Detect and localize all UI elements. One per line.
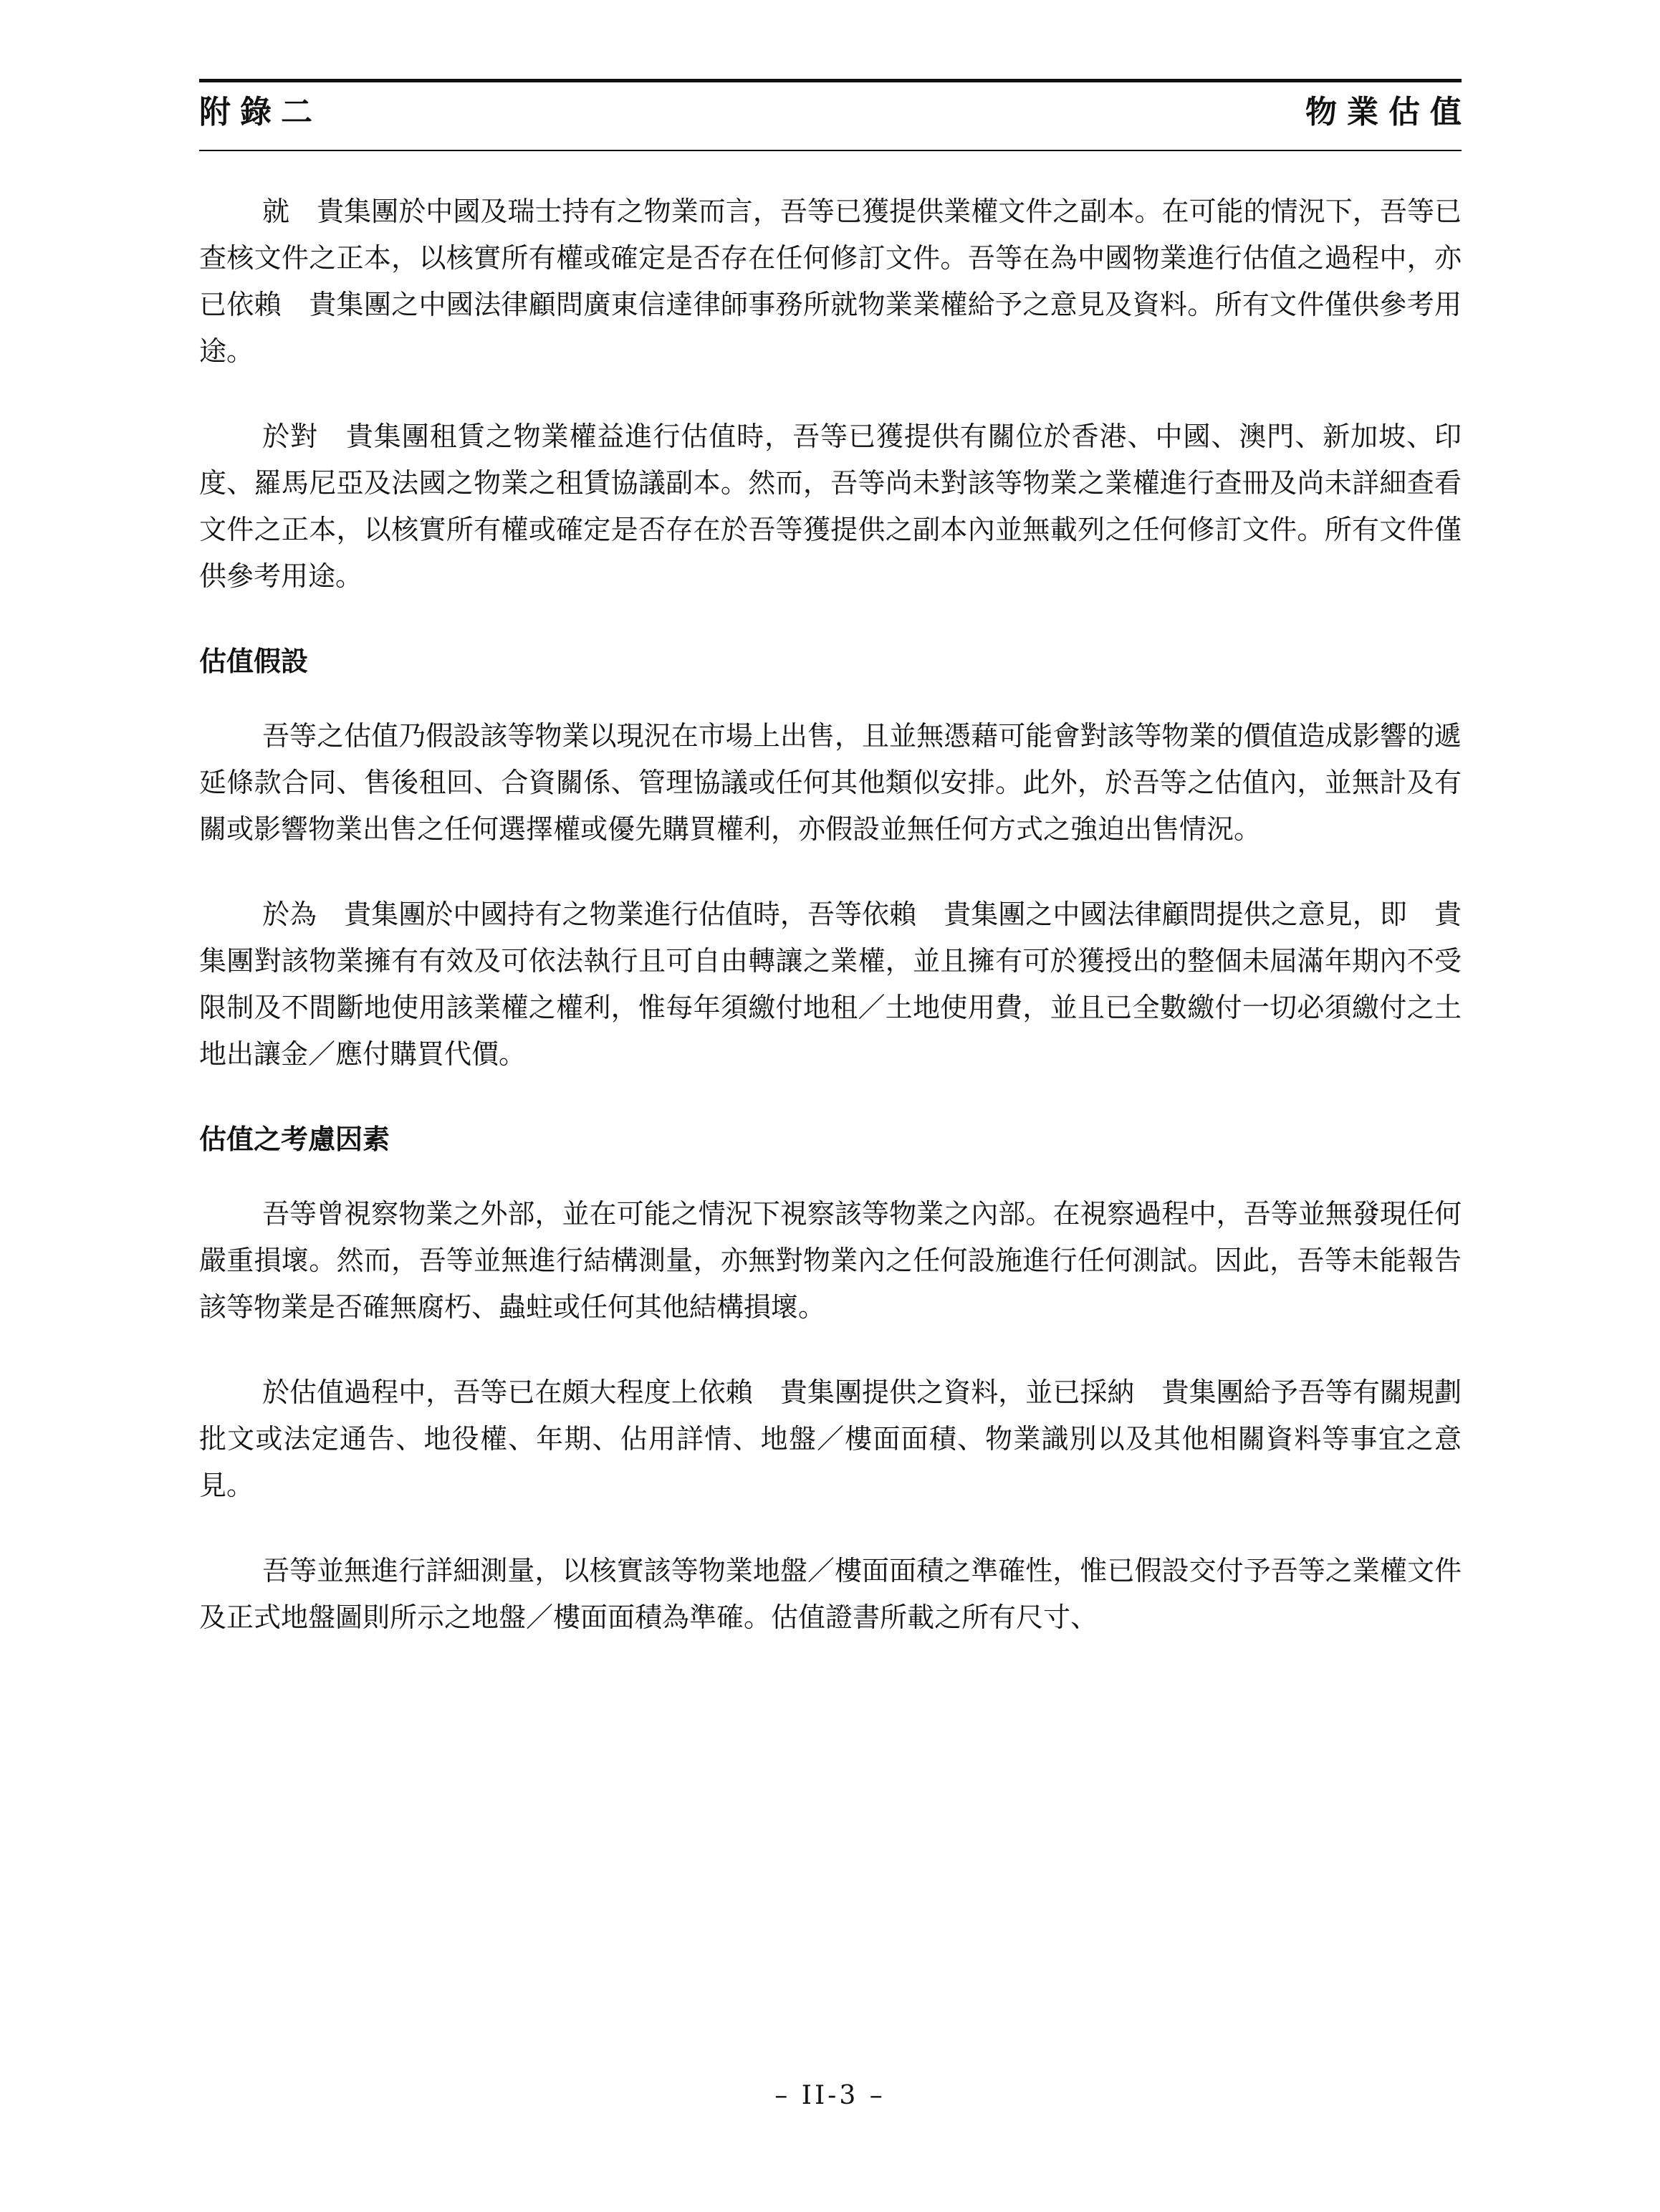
header-appendix-label: 附錄二 [199,94,322,130]
paragraph-market-sale-assumption: 吾等之估值乃假設該等物業以現況在市場上出售，且並無憑藉可能會對該等物業的價值造成影響的遞延條款合同、售後租回、合資關係、管理協議或任何其他類似安排。此外，於吾等之估值內，並無計及有關或影響物業出售之任何選擇權或優先購買權利，亦假設並無任何方式之強迫出售情況。 [199,720,1462,845]
paragraph-information-reliance: 於估值過程中，吾等已在頗大程度上依賴 貴集團提供之資料，並已採納 貴集團給予吾等有關規劃批文或法定通告、地役權、年期、佔用詳情、地盤／樓面面積、物業識別以及其他相關資料等事宜之意見。 [199,1376,1462,1501]
paragraph-prc-legal-opinion: 於為 貴集團於中國持有之物業進行估值時，吾等依賴 貴集團之中國法律顧問提供之意見，即 貴集團對該物業擁有有效及可依法執行且可自由轉讓之業權，並且擁有可於獲授出的整個未屆滿年期內不受限制及不間斷地使用該業權之權利，惟每年須繳付地租／土地使用費，並且已全數繳付一切必須繳付之土地出讓金／應付購買代價。 [199,899,1462,1070]
paragraph-leased-properties: 於對 貴集團租賃之物業權益進行估值時，吾等已獲提供有關位於香港、中國、澳門、新加坡、印度、羅馬尼亞及法國之物業之租賃協議副本。然而，吾等尚未對該等物業之業權進行查冊及尚未詳細查看文件之正本，以核實所有權或確定是否存在於吾等獲提供之副本內並無載列之任何修訂文件。所有文件僅供參考用途。 [199,421,1462,592]
paragraph-title-documents-china-switzerland: 就 貴集團於中國及瑞士持有之物業而言，吾等已獲提供業權文件之副本。在可能的情況下，吾等已查核文件之正本，以核實所有權或確定是否存在任何修訂文件。吾等在為中國物業進行估值之過程中，亦已依賴 貴集團之中國法律顧問廣東信達律師事務所就物業業權給予之意見及資料。所有文件僅供參考用途。 [199,196,1462,367]
header-top-rule [199,79,1462,82]
document-page [199,79,1472,1672]
document-body [199,188,1462,1641]
section-heading-considerations: 估值之考慮因素 [199,1124,390,1155]
running-header [199,90,1472,151]
header-section-title: 物業估值 [1305,94,1472,130]
page-number: – II-3 – [774,2081,886,2110]
section-heading-assumptions: 估值假設 [199,646,309,677]
paragraph-inspection: 吾等曾視察物業之外部，並在可能之情況下視察該等物業之內部。在視察過程中，吾等並無發現任何嚴重損壞。然而，吾等並無進行結構測量，亦無對物業內之任何設施進行任何測試。因此，吾等未能報告該等物業是否確無腐朽、蟲蛀或任何其他結構損壞。 [199,1198,1462,1323]
paragraph-measurement: 吾等並無進行詳細測量，以核實該等物業地盤／樓面面積之準確性，惟已假設交付予吾等之業權文件及正式地盤圖則所示之地盤／樓面面積為準確。估值證書所載之所有尺寸、 [199,1555,1462,1633]
